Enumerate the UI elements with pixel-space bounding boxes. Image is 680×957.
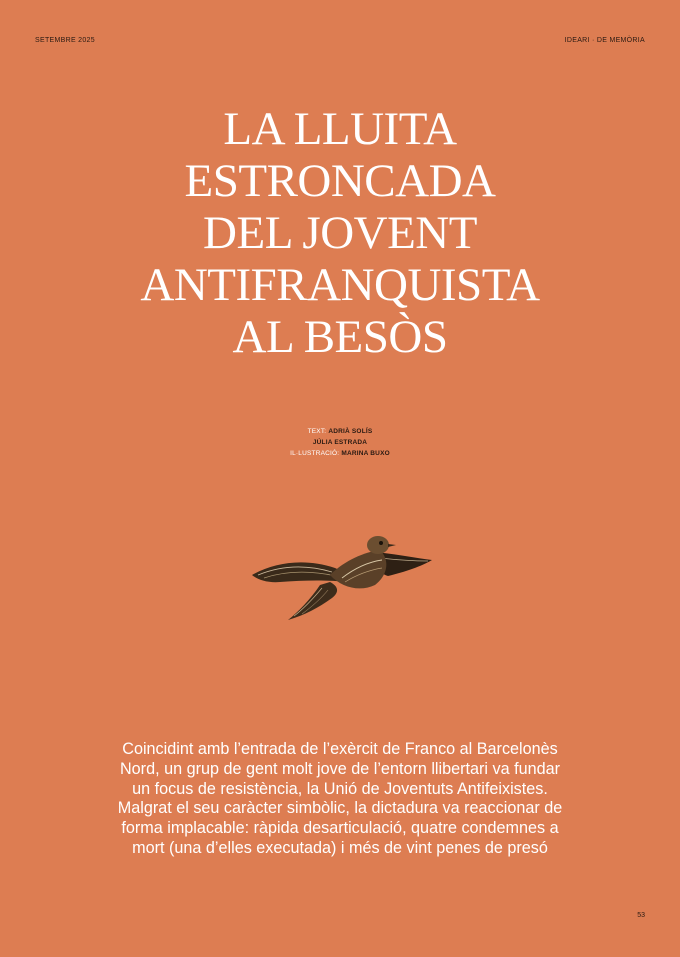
article-title (0, 103, 680, 363)
lead-line: Malgrat el seu caràcter simbòlic, la dictadura va reaccionar de (117, 799, 563, 818)
author-name: JÚLIA ESTRADA (312, 439, 368, 446)
lead-line: mort (una d’elles executada) i més de vint penes de presó (132, 838, 548, 857)
title-line: LA LLUITA (223, 103, 457, 155)
lead-line: un focus de resistència, la Unió de Joventuts Antifeixistes. (132, 779, 548, 798)
title-line: DEL JOVENT (203, 207, 477, 259)
byline (0, 426, 680, 459)
title-line: AL BESÒS (232, 311, 448, 363)
author-name: ADRIÀ SOLÍS (328, 428, 373, 435)
byline-text-line (0, 426, 680, 437)
bird-illustration (250, 530, 435, 625)
title-line: ESTRONCADA (184, 155, 496, 207)
byline-text-role: TEXT: (307, 428, 327, 435)
byline-illustration-role: IL·LUSTRACIÓ: (290, 450, 340, 457)
page-number: 53 (637, 912, 645, 919)
running-head-date: SETEMBRE 2025 (35, 37, 95, 44)
byline-illustration-line (0, 448, 680, 459)
lead-paragraph (60, 740, 620, 859)
running-head-section: IDEARI · DE MEMÒRIA (564, 37, 645, 44)
lead-line: forma implacable: ràpida desarticulació, quatre condemnes a (121, 819, 559, 838)
lead-line: Coincidint amb l’entrada de l’exèrcit de Franco al Barcelonès (122, 740, 558, 758)
title-line: ANTIFRANQUISTA (140, 259, 540, 311)
illustrator-name: MARINA BUXO (341, 450, 390, 457)
lead-line: Nord, un grup de gent molt jove de l’entorn llibertari va fundar (119, 759, 560, 778)
byline-text-line (0, 437, 680, 448)
